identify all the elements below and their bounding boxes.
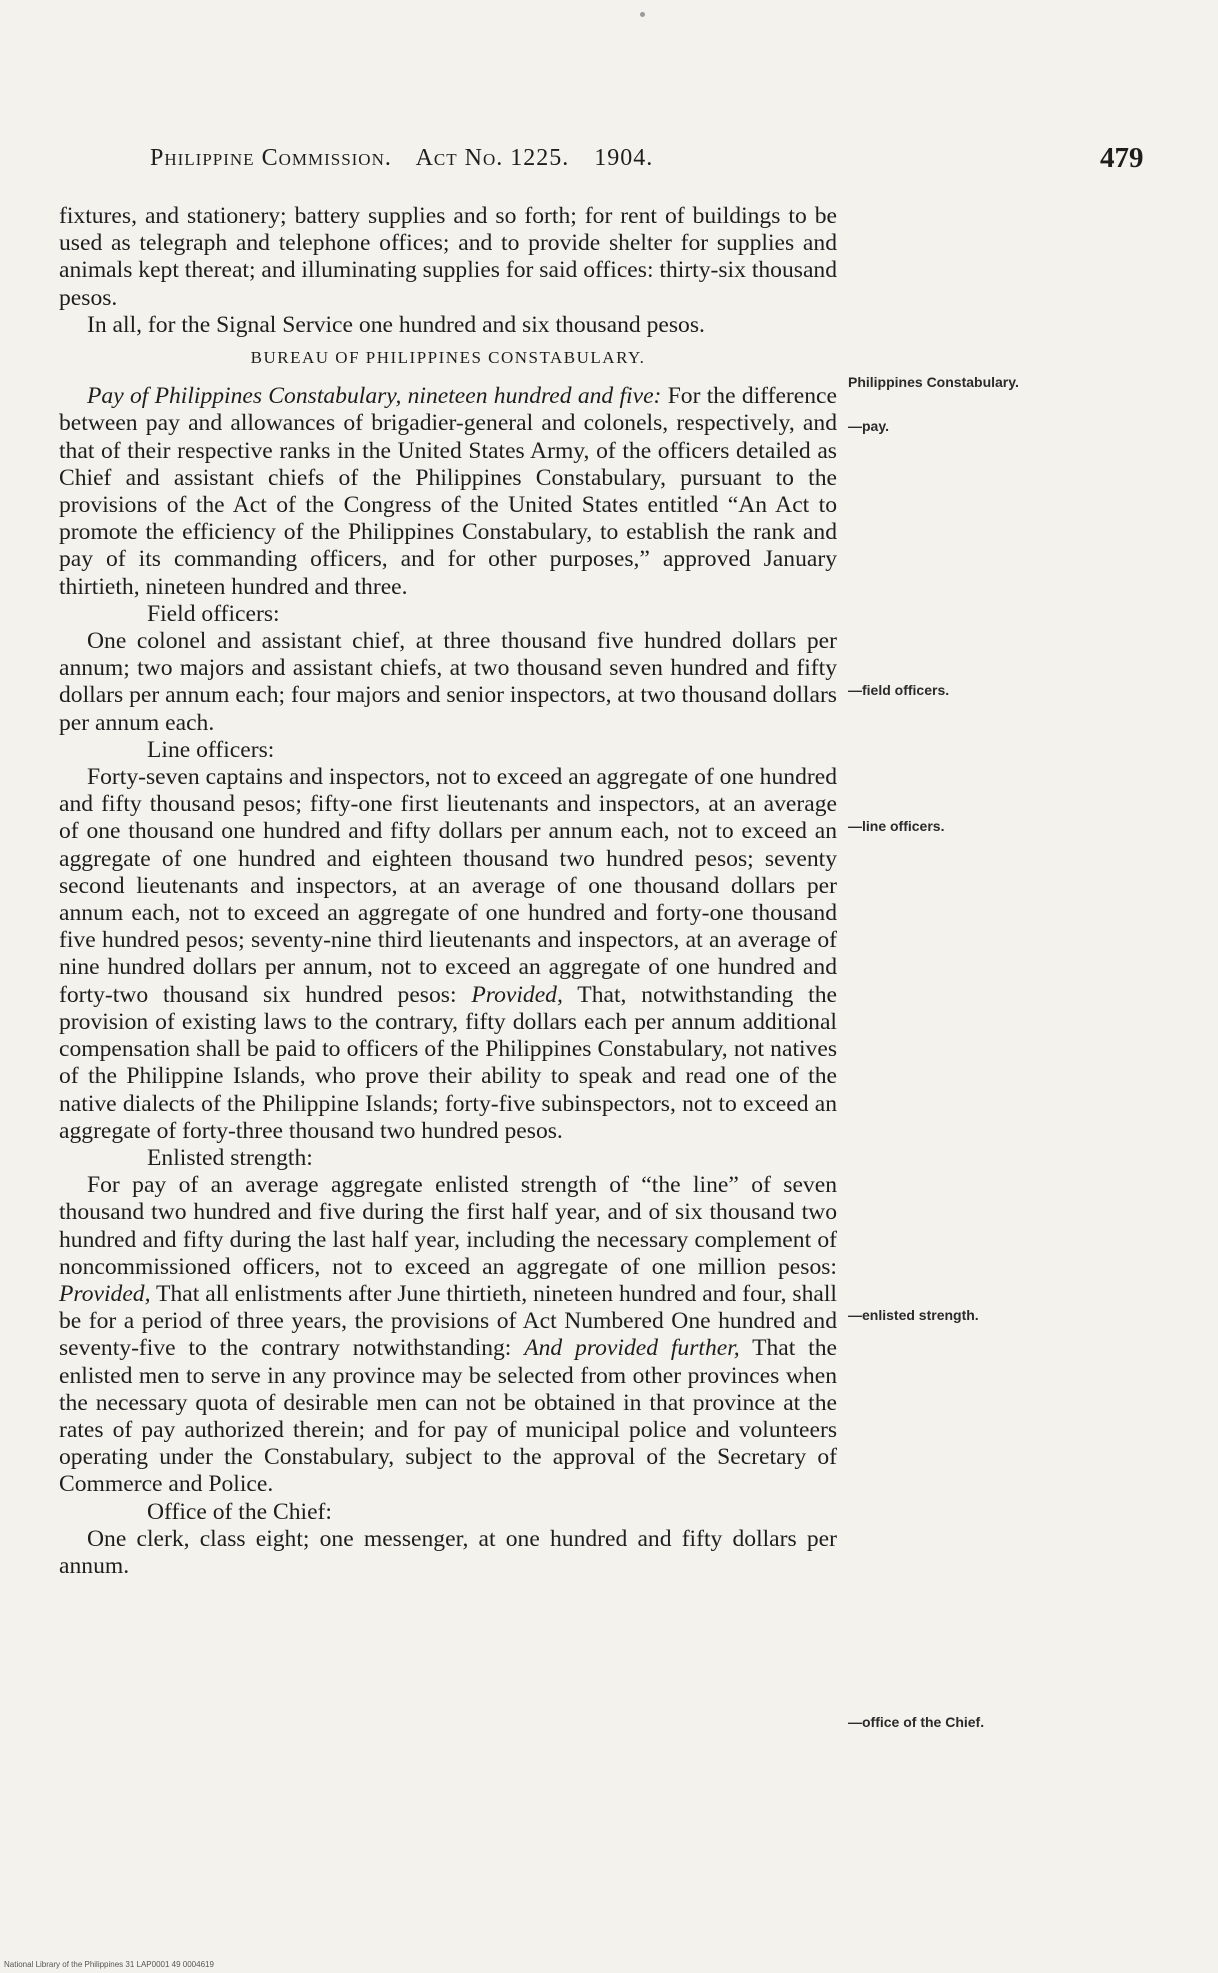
enlisted-text-c: That the enlisted men to serve in any province may be selected from other provinces when the necessary quota of desirable men can not be obtained in that province at the rates of pay authorized therein; and for pay of municipal police and volunteers operating under the Constabulary, subject to the approval of the Secretary of Commerce and Police.	[59, 1335, 837, 1498]
bureau-heading: BUREAU OF PHILIPPINES CONSTABULARY.	[250, 348, 646, 368]
header-title: Philippine Commission.	[150, 145, 392, 171]
margin-note-constabulary: Philippines Constabulary.	[848, 374, 1019, 390]
body-text	[59, 203, 837, 1580]
paragraph-signal-service: In all, for the Signal Service one hundred and six thousand pesos.	[87, 311, 705, 338]
paragraph-enlisted-strength	[59, 1172, 837, 1498]
paragraph-fixtures: fixtures, and stationery; battery supplies and so forth; for rent of buildings to be used as telegraph and telephone offices; and to provide shelter for supplies and animals kept thereat; and illuminating supplies for said offices: thirty-six thousand pesos.	[59, 203, 838, 311]
office-of-chief-heading: Office of the Chief:	[147, 1498, 332, 1525]
enlisted-text-b: That all enlistments after June thirtieth, nineteen hundred and four, shall be for a period of three years, the provisions of Act Numbered One hundred and seventy-five to the contrary notwithstanding:	[59, 1280, 837, 1362]
paragraph-field-officers: One colonel and assistant chief, at three thousand five hundred dollars per annum; two majors and assistant chiefs, at two thousand seven hundred and fifty dollars per annum each; four majors and senior inspectors, at two thousand dollars per annum each.	[59, 628, 837, 736]
header-act: Act No. 1225.	[415, 145, 570, 171]
paragraph-office-of-chief: One clerk, class eight; one messenger, at one hundred and fifty dollars per annum.	[59, 1525, 837, 1579]
running-header	[150, 145, 840, 172]
margin-note-field-officers: —field officers.	[848, 682, 950, 698]
paragraph-pay	[59, 383, 837, 601]
scan-footer: National Library of the Philippines 31 LAP0001 49 0004619	[4, 1960, 214, 1969]
page-number: 479	[1100, 142, 1144, 174]
line-text-a: Forty-seven captains and inspectors, not to exceed an aggregate of one hundred and fifty thousand pesos; fifty-one first lieutenants and inspectors, at an average of one thousand one hundred and fifty dollars per annum each, not to exceed an aggregate of one hundred and eighteen thousand two hundred pesos; seventy second lieutenants and inspectors, at an average of one thousand dollars per annum each, not to exceed an aggregate of one hundred and forty-one thousand five hundred pesos; seventy-nine third lieutenants and inspectors, at an average of nine hundred dollars per annum, not to exceed an aggregate of one hundred and forty-two thousand six hundred pesos:	[59, 764, 837, 1008]
enlisted-provided: Provided,	[59, 1280, 151, 1307]
margin-note-line-officers: —line officers.	[848, 818, 945, 834]
line-officers-heading: Line officers:	[147, 736, 275, 763]
field-officers-heading: Field officers:	[147, 600, 280, 627]
margin-note-office-of-chief: —office of the Chief.	[848, 1714, 985, 1730]
speck-mark	[640, 12, 645, 17]
header-year: 1904.	[594, 145, 654, 171]
pay-italic: Pay of Philippines Constabulary, nineteen hundred and five:	[87, 383, 662, 410]
enlisted-strength-heading: Enlisted strength:	[147, 1144, 313, 1171]
enlisted-text-a: For pay of an average aggregate enlisted strength of “the line” of seven thousand two hundred and five during the first half year, and of six thousand two hundred and fifty during the last half year, including the necessary complement of noncommissioned officers, not to exceed an aggregate of one million pesos:	[59, 1172, 837, 1280]
margin-note-pay: —pay.	[848, 418, 889, 434]
paragraph-line-officers	[59, 764, 837, 1145]
line-provided: Provided,	[471, 981, 563, 1008]
pay-text: For the difference between pay and allowances of brigadier-general and colonels, respectively, and that of their respective ranks in the United States Army, of the officers detailed as Chief and assistant chiefs of the Philippines Constabulary, pursuant to the provisions of the Act of the Congress of the United States entitled “An Act to promote the efficiency of the Philippines Constabulary, to establish the rank and pay of its commanding officers, and for other purposes,” approved January thirtieth, nineteen hundred and three.	[59, 383, 837, 600]
enlisted-provided-further: And provided further,	[524, 1335, 740, 1362]
margin-note-enlisted-strength: —enlisted strength.	[848, 1307, 979, 1323]
line-text-b: That, notwithstanding the provision of existing laws to the contrary, fifty dollars each per annum additional compensation shall be paid to officers of the Philippines Constabulary, not natives of the Philippine Islands, who prove their ability to speak and read one of the native dialects of the Philippine Islands; forty-five subinspectors, not to exceed an aggregate of forty-three thousand two hundred pesos.	[59, 981, 837, 1144]
